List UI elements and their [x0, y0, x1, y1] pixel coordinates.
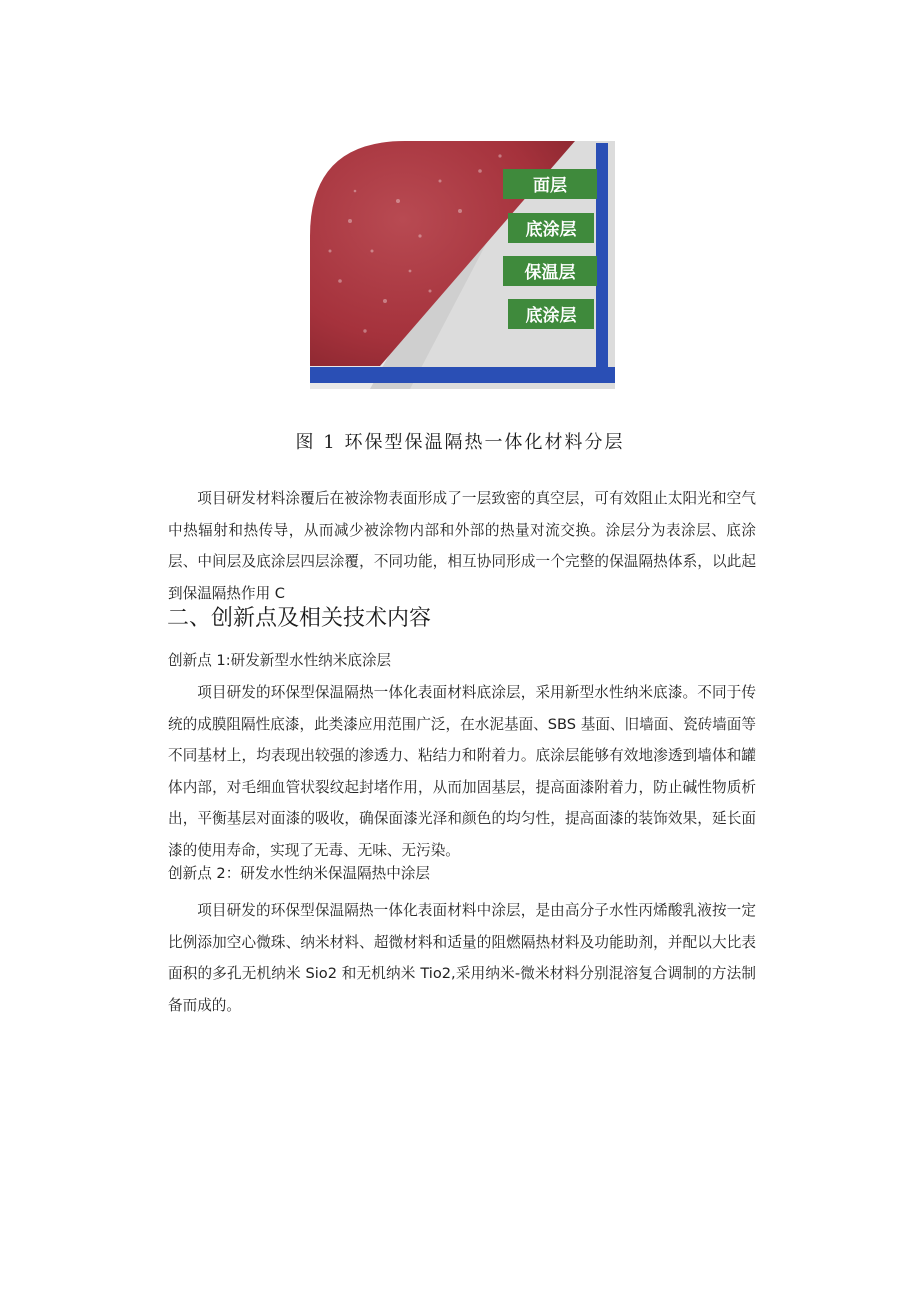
svg-text:面层: 面层 [533, 176, 567, 196]
figure-caption: 图 1 环保型保温隔热一体化材料分层 [295, 432, 625, 453]
section-heading: 二、创新点及相关技术内容 [167, 606, 432, 631]
svg-text:底涂层: 底涂层 [525, 306, 577, 326]
frame-right-bar [596, 143, 608, 383]
frame-bottom-bar [310, 367, 615, 383]
paragraph-vacuum-layer: 项目研发材料涂覆后在被涂物表面形成了一层致密的真空层，可有效阻止太阳光和空气中热辐射和热传导，从而减少被涂物内部和外部的热量对流交换。涂层分为表涂层、底涂层、中间层及底涂层四层涂覆，不同功能，相互协同形成一个完整的保温隔热体系，以此起到保温隔热作用 C [168, 490, 756, 602]
label-insulation-layer [503, 256, 597, 286]
layer-diagram-image [310, 141, 620, 389]
label-top-coat [503, 169, 597, 199]
svg-text:底涂层: 底涂层 [525, 220, 577, 240]
innovation-1-title: 创新点 1:研发新型水性纳米底涂层 [168, 652, 392, 669]
innovation-2-title: 创新点 2：研发水性纳米保温隔热中涂层 [168, 865, 431, 882]
layer-diagram-figure [310, 141, 620, 389]
svg-text:保温层: 保温层 [524, 263, 576, 283]
innovation-2-paragraph: 项目研发的环保型保温隔热一体化表面材料中涂层，是由高分子水性丙烯酸乳液按一定比例添加空心微珠、纳米材料、超微材料和适量的阻燃隔热材料及功能助剂，并配以大比表面积的多孔无机纳米 Sio2 和无机纳米 Tio2,采用纳米-微米材料分别混溶复合调制的方法制备而成的。 [168, 902, 756, 1014]
label-primer-coat-upper [508, 213, 594, 243]
innovation-1-paragraph: 项目研发的环保型保温隔热一体化表面材料底涂层，采用新型水性纳米底漆。不同于传统的成膜阻隔性底漆，此类漆应用范围广泛，在水泥基面、SBS 基面、旧墙面、瓷砖墙面等不同基材上，均表现出较强的渗透力、粘结力和附着力。底涂层能够有效地渗透到墙体和罐体内部，对毛细血管状裂纹起封堵作用，从而加固基层，提高面漆附着力，防止碱性物质析出，平衡基层对面漆的吸收，确保面漆光泽和颜色的均匀性，提高面漆的装饰效果，延长面漆的使用寿命，实现了无毒、无味、无污染。 [168, 684, 756, 859]
label-primer-coat-lower [508, 299, 594, 329]
